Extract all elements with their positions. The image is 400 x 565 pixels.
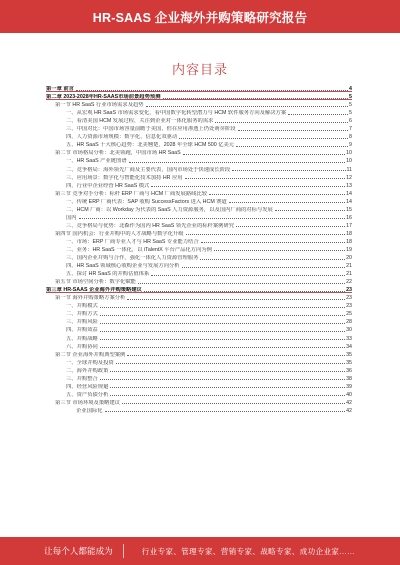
toc-entry-page: 19 xyxy=(346,246,352,253)
toc-dot-leader xyxy=(100,339,345,340)
footer-bar xyxy=(0,537,400,565)
toc-entry[interactable] xyxy=(46,92,352,100)
toc-entry[interactable] xyxy=(46,156,352,164)
toc-entry-page: 8 xyxy=(349,134,352,141)
toc-entry-page: 10 xyxy=(346,150,352,157)
toc-entry-title: 四、经营风险规避 xyxy=(66,383,109,390)
report-title: HR-SAAS 企业海外并购策略研究报告 xyxy=(92,10,308,25)
toc-dot-leader xyxy=(100,307,345,308)
toc-dot-leader xyxy=(179,138,348,139)
toc-entry[interactable] xyxy=(46,317,352,325)
toc-entry[interactable] xyxy=(46,173,352,181)
toc-entry-title: 一、市场：ERP 厂商专业人才与 HR SaaS 专业能力结合 xyxy=(66,238,199,245)
toc-entry-title: 五、并购战略 xyxy=(66,335,98,342)
toc-entry-page: 15 xyxy=(346,206,352,213)
toc-entry-page: 23 xyxy=(346,295,352,302)
toc-entry[interactable] xyxy=(46,293,352,301)
toc-entry[interactable] xyxy=(46,213,352,221)
toc-entry-title: 五、资产负债分析 xyxy=(66,391,109,398)
footer-divider xyxy=(123,544,124,558)
toc-dot-leader xyxy=(201,242,345,243)
toc-entry-page: 34 xyxy=(346,343,352,350)
toc-entry[interactable] xyxy=(46,164,352,172)
footer-tagline: 行业专家、管理专家、营销专家、战略专家、成功企业家…… xyxy=(141,546,356,556)
toc-entry-page: 20 xyxy=(346,255,352,262)
toc-dot-leader xyxy=(186,234,345,235)
toc-entry-title: 五、HR SaaS 十大核心趋势：北美翘楚，2028 年全球 HCM 500 亿美元 xyxy=(66,142,235,149)
toc-dot-leader xyxy=(163,98,349,99)
toc-entry-title: 六、并购协同 xyxy=(66,343,98,350)
report-header-bar xyxy=(0,0,400,33)
toc-dot-leader xyxy=(182,267,345,268)
toc-entry[interactable] xyxy=(46,197,352,205)
toc-entry-title: 第三节 市场环境及策略建议 xyxy=(55,399,121,406)
toc-entry-title: 四、HR SaaS 领域核心收购企业与发展方向分析 xyxy=(66,263,180,270)
toc-entry-page: 7 xyxy=(349,126,352,133)
toc-entry-page: 22 xyxy=(346,279,352,286)
toc-dot-leader xyxy=(209,194,345,195)
toc-entry-page: 17 xyxy=(346,222,352,229)
toc-dot-leader xyxy=(105,411,346,412)
toc-entry[interactable] xyxy=(46,148,352,156)
toc-entry-title: 第一章 前言 xyxy=(46,86,74,93)
toc-entry[interactable] xyxy=(46,261,352,269)
toc-entry[interactable] xyxy=(46,325,352,333)
toc-entry[interactable] xyxy=(46,398,352,406)
toc-entry[interactable] xyxy=(46,374,352,382)
toc-entry-title: 第二节 市场格局分析：北美领跑，中国市场 HR SaaS xyxy=(55,150,181,157)
toc-entry[interactable] xyxy=(46,189,352,197)
toc-entry-page: 5 xyxy=(349,102,352,109)
toc-dot-leader xyxy=(151,275,345,276)
toc-entry-page: 11 xyxy=(346,166,352,173)
toc-entry-title: 五、探讨 HR SaaS 的并购估值体系 xyxy=(66,271,150,278)
toc-dot-leader xyxy=(100,315,345,316)
toc-entry[interactable] xyxy=(46,301,352,309)
toc-dot-leader xyxy=(110,371,345,372)
toc-entry-title: 四、行业中企业经营 HR SaaS 模式 xyxy=(66,182,150,189)
toc-entry-page: 5 xyxy=(349,94,352,101)
toc-entry-page: 21 xyxy=(346,271,352,278)
toc-entry-title: 第三章 HR-SAAS 企业海外并购策略建议 xyxy=(46,287,142,294)
toc-entry-page: 33 xyxy=(346,335,352,342)
toc-entry-page: 18 xyxy=(346,230,352,237)
toc-dot-leader xyxy=(138,283,345,284)
toc-entry-page: 16 xyxy=(346,214,352,221)
toc-entry-page: 5 xyxy=(349,110,352,117)
toc-dot-leader xyxy=(100,331,345,332)
toc-entry[interactable] xyxy=(46,205,352,213)
toc-entry-page: 28 xyxy=(346,319,352,326)
toc-entry[interactable] xyxy=(46,253,352,261)
toc-entry[interactable] xyxy=(46,285,352,293)
toc-dot-leader xyxy=(214,250,345,251)
toc-entry-title: 二、海外并购政策 xyxy=(66,367,109,374)
toc-entry-title: 第三节 竞争对手分析：标杆 ERP 厂商与 HCM 厂商发展路线比较 xyxy=(55,190,208,197)
toc-entry-page: 21 xyxy=(346,263,352,270)
toc-entry-page: 42 xyxy=(346,407,352,414)
toc-dot-leader xyxy=(110,387,345,388)
toc-entry-page: 23 xyxy=(346,303,352,310)
toc-entry-page: 9 xyxy=(349,142,352,149)
toc-entry-page: 14 xyxy=(346,190,352,197)
toc-dot-leader xyxy=(110,395,345,396)
toc-dot-leader xyxy=(144,291,345,292)
toc-dot-leader xyxy=(236,146,348,147)
toc-entry-title: 一、HR SaaS 产业链图谱 xyxy=(66,158,127,165)
toc-entry[interactable] xyxy=(46,108,352,116)
toc-dot-leader xyxy=(79,218,345,219)
toc-dot-leader xyxy=(76,90,348,91)
toc-entry[interactable] xyxy=(46,140,352,148)
toc-entry[interactable] xyxy=(46,382,352,390)
toc-dot-leader xyxy=(238,130,349,131)
toc-dot-leader xyxy=(185,178,346,179)
toc-entry[interactable] xyxy=(46,116,352,124)
toc-entry-title: 第四节 国内机会：行业并购中的人才战略与数字化升级 xyxy=(55,230,184,237)
toc-dot-leader xyxy=(232,170,345,171)
toc-dot-leader xyxy=(288,114,348,115)
toc-entry-page: 39 xyxy=(346,383,352,390)
toc-entry-page: 40 xyxy=(346,391,352,398)
toc-entry-page: 30 xyxy=(346,327,352,334)
toc-entry-title: 二、并购方式 xyxy=(66,311,98,318)
toc-dot-leader xyxy=(100,379,345,380)
toc-entry-title: 三、并购整合 xyxy=(66,375,98,382)
toc-entry-title: 第一节 HR SaaS 行业市场需求及趋势 xyxy=(55,102,144,109)
toc-dot-leader xyxy=(275,210,345,211)
toc-entry[interactable] xyxy=(46,181,352,189)
toc-entry[interactable] xyxy=(46,132,352,140)
toc-dot-leader xyxy=(116,363,345,364)
toc-heading: 内容目录 xyxy=(171,62,228,77)
toc-dot-leader xyxy=(215,122,348,123)
toc-entry-page: 35 xyxy=(346,351,352,358)
toc-entry[interactable] xyxy=(46,309,352,317)
toc-entry-title: 国内 xyxy=(66,214,77,221)
toc-entry-page: 12 xyxy=(346,174,352,181)
toc-entry-title: 三、中国对比：中国市场容量前瞻于美国，但在应用渗透上仍处萌芽阶段 xyxy=(66,126,236,133)
toc-entry-title: 一、从宏观 HR SaaS 市场需求变化，看中国数字化转型潜力与 HCM 软件服务方向及解决方案 xyxy=(66,110,287,117)
toc-dot-leader xyxy=(200,259,345,260)
toc-entry[interactable] xyxy=(46,406,352,414)
toc-entry-title: 企业国际化 xyxy=(76,407,103,414)
toc-entry-title: 一、全球并购及投资 xyxy=(66,359,114,366)
toc-entry-page: 35 xyxy=(346,359,352,366)
toc-entry-page: 25 xyxy=(346,311,352,318)
toc-entry-page: 13 xyxy=(346,182,352,189)
toc-dot-leader xyxy=(127,299,345,300)
toc-entry-title: 三、并购风险 xyxy=(66,319,98,326)
toc-entry[interactable] xyxy=(46,366,352,374)
toc-entry[interactable] xyxy=(46,277,352,285)
toc-dot-leader xyxy=(127,355,345,356)
toc-dot-leader xyxy=(183,154,345,155)
toc-dot-leader xyxy=(146,106,348,107)
toc-entry-page: 18 xyxy=(346,238,352,245)
footer-slogan: 让每个人都能成为 xyxy=(44,546,113,556)
toc-dot-leader xyxy=(129,162,345,163)
toc-entry-title: 三、国内企业并购与合作，强化一体化人力资源管理服务 xyxy=(66,255,199,262)
toc-entry-title: 二、竞争格局：海外领先厂商及主要代表，国内市场处于快速成长阶段 xyxy=(66,166,231,173)
toc-dot-leader xyxy=(236,226,345,227)
toc-entry[interactable] xyxy=(46,269,352,277)
toc-entry[interactable] xyxy=(46,84,352,92)
toc-entry-title: 第二节 企业海外并购典型案例 xyxy=(55,351,126,358)
toc-entry[interactable] xyxy=(46,358,352,366)
toc-entry-title: 三、应用场景：数字化与智能化技术加持 HR 应用 xyxy=(66,174,183,181)
toc-entry[interactable] xyxy=(46,100,352,108)
toc-entry[interactable] xyxy=(46,342,352,350)
toc-entry-page: 14 xyxy=(346,198,352,205)
toc-entry-title: 二、HCM 厂商：以 Workday 为代表的 SaaS 人力资源服务，以及国内厂商的对标与发展 xyxy=(66,206,273,213)
toc-entry[interactable] xyxy=(46,350,352,358)
toc-dot-leader xyxy=(122,403,345,404)
toc-entry-page: 38 xyxy=(346,375,352,382)
toc-entry[interactable] xyxy=(46,237,352,245)
toc-entry-page: 36 xyxy=(346,367,352,374)
toc-entry[interactable] xyxy=(46,245,352,253)
toc-entry-title: 一、传统 ERP 厂商代表：SAP 收购 SuccessFactors 进入 HCM 赛道 xyxy=(66,198,227,205)
toc-entry[interactable] xyxy=(46,390,352,398)
toc-dot-leader xyxy=(229,202,345,203)
toc-entry-page: 23 xyxy=(346,287,352,294)
table-of-contents xyxy=(46,84,352,514)
toc-entry-title: 第二章 2023-2028年HR-SAAS市场前景趋势预测 xyxy=(46,94,161,101)
toc-entry-title: 二、看清美国 HCM 发展过程，关注到企业对一体化服务的需求 xyxy=(66,118,214,125)
toc-entry[interactable] xyxy=(46,124,352,132)
toc-entry-title: 第一节 海外并购策略方案分析 xyxy=(55,295,126,302)
toc-entry-page: 42 xyxy=(346,399,352,406)
toc-entry-page: 6 xyxy=(349,118,352,125)
toc-dot-leader xyxy=(100,347,345,348)
toc-entry[interactable] xyxy=(46,229,352,237)
toc-entry-title: 四、并购效益 xyxy=(66,327,98,334)
toc-entry-page: 10 xyxy=(346,158,352,165)
toc-entry-title: 二、业务：HR SaaS 一体化，以 iTalentX 平台产品化方向为例 xyxy=(66,246,212,253)
toc-entry[interactable] xyxy=(46,221,352,229)
toc-dot-leader xyxy=(151,186,345,187)
toc-entry-title: 三、竞争格局与优势：北森作为国内 HR SaaS 领先企业的标杆案例研究 xyxy=(66,222,235,229)
toc-entry-title: 四、人力资源市场规模：数字化、信息化双驱动 xyxy=(66,134,178,141)
toc-entry-page: 4 xyxy=(349,86,352,93)
toc-entry-title: 第五节 市场空间分析：数字化赋能 xyxy=(55,279,136,286)
toc-entry[interactable] xyxy=(46,333,352,341)
toc-entry-title: 一、并购模式 xyxy=(66,303,98,310)
toc-dot-leader xyxy=(100,323,345,324)
